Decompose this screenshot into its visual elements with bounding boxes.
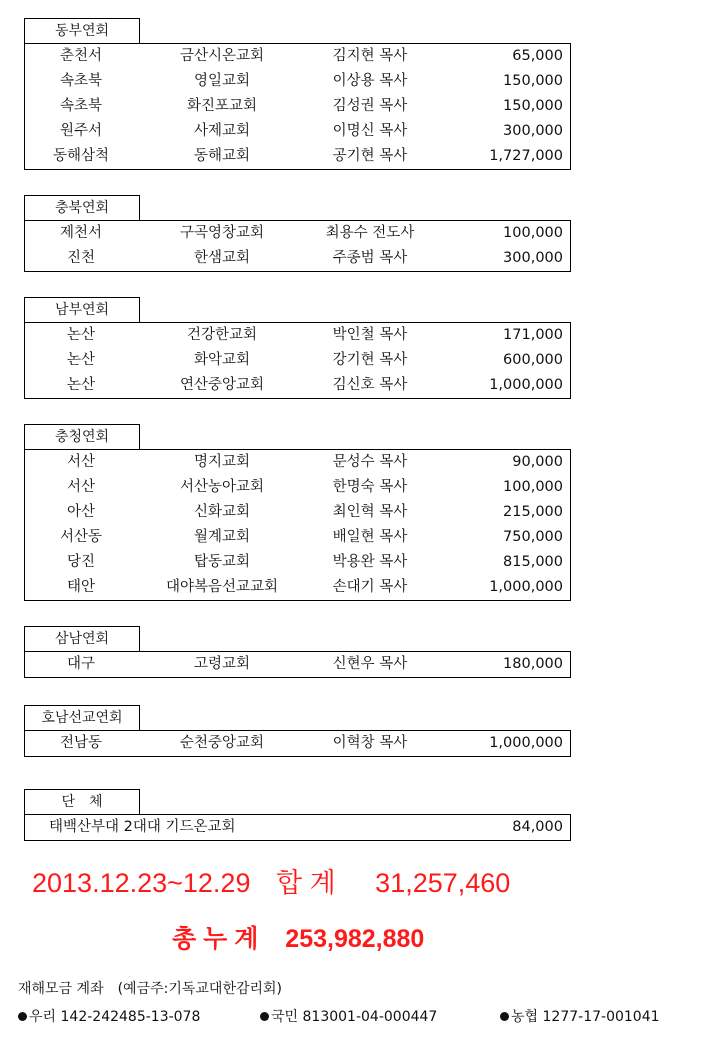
account-bank: 국민 xyxy=(271,1009,299,1025)
pastor-name: 한명숙 목사 xyxy=(332,479,408,495)
church-name: 금산시온교회 xyxy=(179,48,265,64)
church-name: 사제교회 xyxy=(193,123,251,139)
account-number: 142-242485-13-078 xyxy=(60,1009,201,1025)
section-block xyxy=(24,626,571,678)
section-title: 충북연회 xyxy=(24,195,140,220)
pastor-name: 최용수 전도사 xyxy=(325,225,415,241)
account-number: 813001-04-000447 xyxy=(302,1009,438,1025)
church-name: 월계교회 xyxy=(193,529,251,545)
account-item xyxy=(260,1006,437,1026)
church-name: 연산중앙교회 xyxy=(179,377,265,393)
table-row xyxy=(25,500,570,525)
table-row xyxy=(25,450,570,475)
donation-amount: 300,000 xyxy=(503,123,563,139)
donation-amount: 150,000 xyxy=(503,73,563,89)
table-row xyxy=(25,144,570,169)
section-table xyxy=(24,43,571,170)
pastor-name: 최인혁 목사 xyxy=(332,504,408,520)
district-name: 논산 xyxy=(66,352,95,368)
section-title: 남부연회 xyxy=(24,297,140,322)
church-name: 순천중앙교회 xyxy=(179,735,265,751)
section-title: 동부연회 xyxy=(24,18,140,43)
donation-amount: 600,000 xyxy=(503,352,563,368)
weekly-total-label: 합 계 xyxy=(275,868,336,898)
district-name: 동해삼척 xyxy=(52,148,110,164)
account-number: 1277-17-001041 xyxy=(542,1009,660,1025)
section-block xyxy=(24,18,571,170)
district-name: 아산 xyxy=(66,504,95,520)
donation-amount: 90,000 xyxy=(512,454,563,470)
section-title: 호남선교연회 xyxy=(24,705,140,730)
church-name: 탑동교회 xyxy=(193,554,251,570)
donation-amount: 215,000 xyxy=(503,504,563,520)
donation-amount: 84,000 xyxy=(512,819,563,835)
section-title: 단 체 xyxy=(24,789,140,814)
cumulative-total-label: 총 누 계 xyxy=(172,925,259,953)
donation-amount: 100,000 xyxy=(503,225,563,241)
account-bank: 우리 xyxy=(29,1009,57,1025)
account-item xyxy=(500,1006,660,1026)
table-row xyxy=(25,246,570,271)
table-row xyxy=(25,44,570,69)
district-name: 진천 xyxy=(66,250,95,266)
pastor-name: 손대기 목사 xyxy=(332,579,408,595)
church-name: 화악교회 xyxy=(193,352,251,368)
district-name: 속초북 xyxy=(59,73,103,89)
table-row xyxy=(25,575,570,600)
pastor-name: 김성권 목사 xyxy=(332,98,408,114)
district-name: 원주서 xyxy=(59,123,103,139)
church-name: 영일교회 xyxy=(193,73,251,89)
pastor-name: 이상용 목사 xyxy=(332,73,408,89)
donation-amount: 1,000,000 xyxy=(489,377,563,393)
pastor-name: 배일현 목사 xyxy=(332,529,408,545)
district-name: 논산 xyxy=(66,327,95,343)
section-table xyxy=(24,814,571,841)
district-name: 전남동 xyxy=(59,735,103,751)
church-name: 구곡영창교회 xyxy=(179,225,265,241)
donation-amount: 815,000 xyxy=(503,554,563,570)
section-block xyxy=(24,424,571,601)
donation-amount: 1,727,000 xyxy=(489,148,563,164)
section-block xyxy=(24,705,571,757)
donation-amount: 750,000 xyxy=(503,529,563,545)
district-name: 서산동 xyxy=(59,529,103,545)
section-table xyxy=(24,730,571,757)
donation-amount: 1,000,000 xyxy=(489,735,563,751)
section-table xyxy=(24,449,571,601)
district-name: 제천서 xyxy=(59,225,103,241)
pastor-name: 강기현 목사 xyxy=(332,352,408,368)
section-block xyxy=(24,195,571,272)
church-name: 신화교회 xyxy=(193,504,251,520)
table-row xyxy=(25,348,570,373)
pastor-name: 김신호 목사 xyxy=(332,377,408,393)
table-row xyxy=(25,119,570,144)
church-name: 한샘교회 xyxy=(193,250,251,266)
donation-amount: 300,000 xyxy=(503,250,563,266)
bullet-icon xyxy=(18,1012,27,1021)
district-name: 태안 xyxy=(66,579,95,595)
church-name: 명지교회 xyxy=(193,454,251,470)
section-title: 삼남연회 xyxy=(24,626,140,651)
section-title: 충청연회 xyxy=(24,424,140,449)
pastor-name: 공기현 목사 xyxy=(332,148,408,164)
account-bank: 농협 xyxy=(511,1009,539,1025)
cumulative-total-line xyxy=(172,919,424,955)
weekly-total-amount: 31,257,460 xyxy=(375,868,511,898)
district-name: 춘천서 xyxy=(59,48,103,64)
weekly-total-line xyxy=(32,861,510,900)
donation-amount: 65,000 xyxy=(512,48,563,64)
donation-amount: 1,000,000 xyxy=(489,579,563,595)
table-row xyxy=(25,323,570,348)
pastor-name: 이혁창 목사 xyxy=(332,735,408,751)
cumulative-total-amount: 253,982,880 xyxy=(285,925,425,953)
church-name: 동해교회 xyxy=(193,148,251,164)
pastor-name: 박인철 목사 xyxy=(332,327,408,343)
church-name: 고령교회 xyxy=(193,656,251,672)
donation-amount: 180,000 xyxy=(503,656,563,672)
section-table xyxy=(24,651,571,678)
district-name: 당진 xyxy=(66,554,95,570)
table-row xyxy=(25,221,570,246)
account-item xyxy=(18,1006,200,1026)
account-title: 재해모금 계좌 (예금주:기독교대한감리회) xyxy=(18,981,282,997)
pastor-name: 문성수 목사 xyxy=(332,454,408,470)
table-row xyxy=(25,652,570,677)
section-table xyxy=(24,322,571,399)
weekly-period: 2013.12.23~12.29 xyxy=(32,868,251,898)
table-row xyxy=(25,94,570,119)
table-row xyxy=(25,69,570,94)
group-name: 태백산부대 2대대 기드온교회 xyxy=(49,819,236,835)
church-name: 대야복음선교교회 xyxy=(165,579,279,595)
pastor-name: 주종범 목사 xyxy=(332,250,408,266)
table-row xyxy=(25,731,570,756)
table-row xyxy=(25,525,570,550)
pastor-name: 박용완 목사 xyxy=(332,554,408,570)
bullet-icon xyxy=(500,1012,509,1021)
donation-amount: 150,000 xyxy=(503,98,563,114)
church-name: 건강한교회 xyxy=(186,327,258,343)
pastor-name: 김지현 목사 xyxy=(332,48,408,64)
section-block xyxy=(24,789,571,841)
district-name: 서산 xyxy=(66,454,95,470)
district-name: 논산 xyxy=(66,377,95,393)
table-row xyxy=(25,815,570,840)
section-table xyxy=(24,220,571,272)
section-block xyxy=(24,297,571,399)
table-row xyxy=(25,373,570,398)
donation-amount: 171,000 xyxy=(503,327,563,343)
pastor-name: 이명신 목사 xyxy=(332,123,408,139)
donation-amount: 100,000 xyxy=(503,479,563,495)
district-name: 대구 xyxy=(66,656,95,672)
table-row xyxy=(25,550,570,575)
district-name: 속초북 xyxy=(59,98,103,114)
district-name: 서산 xyxy=(66,479,95,495)
church-name: 서산농아교회 xyxy=(179,479,265,495)
church-name: 화진포교회 xyxy=(186,98,258,114)
pastor-name: 신현우 목사 xyxy=(332,656,408,672)
bullet-icon xyxy=(260,1012,269,1021)
table-row xyxy=(25,475,570,500)
